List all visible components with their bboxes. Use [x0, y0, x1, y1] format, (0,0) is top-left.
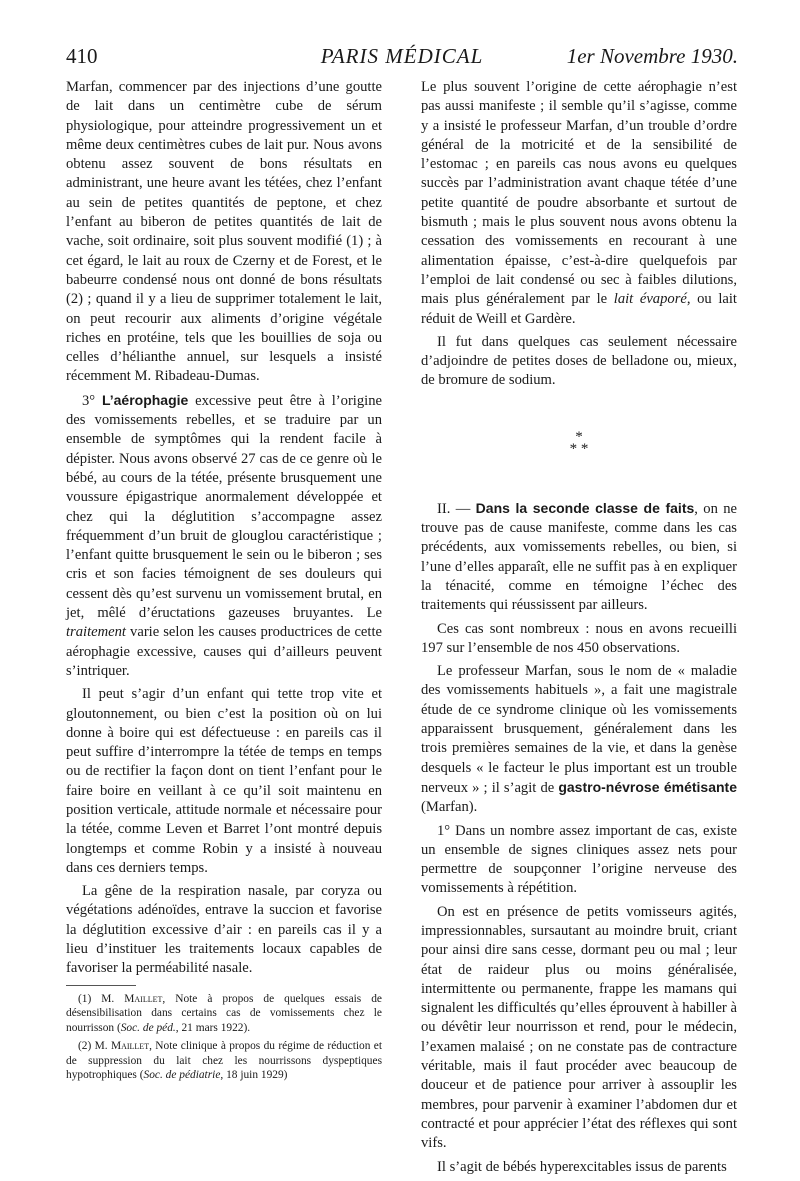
- text-run: , ou lait réduit de Weill et Gardère.: [421, 291, 737, 327]
- paragraph: 1° Dans un nombre assez important de cas, existe un ensemble de signes cliniques assez nets pour permettre de soupçonner l’origine nerveuse des vomissements à répétition.: [421, 822, 737, 897]
- footnote-text: , 21 mars 1922).: [175, 1021, 251, 1034]
- footnote-text: , Note à propos de quelques essais de désensibilisation dans certains cas de vomissements chez le nourrisson (: [66, 992, 382, 1034]
- section-heading: Dans la seconde classe de faits: [475, 499, 695, 516]
- paragraph: Marfan, commencer par des injections d’une goutte de lait dans un centimètre cube de sérum physiologique, pour atteindre progressivement un et même deux centimètres cubes de lait pur. Nous avons obtenu assez souvent de bons résultats en administrant, une heure avant les tétées, chez l’enfant au sein de petites quantités de peptone, et chez l’enfant au biberon de petites quantités de lait de vache, soit ordinaire, soit plus souvent modifié (1) ; à cet égard, le lait au roux de Czerny et de Forest, et le babeurre condensé nous ont donné de bons résultats (2) ; quand il y a lieu de supprimer totalement le lait, on peut recourir aux aliments d’origine végétale riches en protéine, tels que les bouillies de soja ou celles d’hélianthe annuel, sur lesquels a insisté récemment M. Ribadeau-Dumas.: [66, 79, 382, 385]
- issue-date: 1er Novembre 1930.: [566, 44, 738, 68]
- footnote-source: Soc. de péd.: [120, 1021, 176, 1034]
- section-heading: L’aérophagie: [101, 391, 189, 408]
- asterism-top: *: [575, 428, 583, 445]
- page-number: 410: [66, 44, 98, 68]
- text-run: Le professeur Marfan, sous le nom de « maladie des vomissements habituels », a fait une magistrale étude de ce syndrome clinique où les vomissements apparaissent brusquement, généralement dans les trois premières semaines de la vie, et dans la genèse desquels « le facteur le plus important est un trouble nerveux » ; il s’agit de: [421, 663, 737, 796]
- text-run: excessive peut être à l’origine des vomissements rebelles, et se traduire par un ensemble de symptômes qui la rendent facile à dépister. Nous avons observé 27 cas de ce genre où le bébé, au cours de la tétée, présente brusquement une voussure épigastrique anormalement développée et chez qui la déglutition s’accompagne assez fréquemment d’un bruit de glouglou caractéristique ; l’enfant quitte brusquement le sein ou le biberon ; ses cris et son facies témoignent de ses douleurs qui cessent dès qu’est survenu un vomissement brutal, en jet, mêlé d’éructations gazeuses bruyantes. Le: [66, 392, 382, 622]
- emphasis: traitement: [66, 624, 126, 641]
- paragraph: Il s’agit de bébés hyperexcitables issus de parents: [437, 1158, 727, 1175]
- paragraph: Ces cas sont nombreux : nous en avons recueilli 197 sur l’ensemble de nos 450 observations.: [421, 620, 737, 656]
- asterism-bottom: * *: [569, 440, 589, 457]
- footnote-text: , 18 juin 1929): [220, 1069, 288, 1082]
- paragraph: La gêne de la respiration nasale, par coryza ou végétations adénoïdes, entrave la succion et favorise la déglutition excessive d’air : en pareils cas il y a lieu d’instituer les traitements locaux capables de favoriser la perméabilité nasale.: [66, 883, 382, 977]
- footnote-text: , Note clinique à propos du régime de réduction et de suppression du lait chez les nourrissons dyspeptiques hypotrophiques (: [66, 1040, 382, 1082]
- text-run: (Marfan).: [421, 799, 478, 816]
- footnote-author: M. Maillet: [94, 1040, 150, 1053]
- term-bold: gastro-névrose émétisante: [558, 778, 737, 795]
- text-run: varie selon les causes productrices de cette aérophagie excessive, causes qui d’ailleurs peuvent s’intriquer.: [66, 624, 382, 679]
- footnote-1: [66, 992, 382, 1036]
- paragraph: Il fut dans quelques cas seulement nécessaire d’adjoindre de petites doses de belladone ou, mieux, de bromure de sodium.: [421, 333, 737, 389]
- paragraph: Il peut s’agir d’un enfant qui tette trop vite et gloutonnement, ou bien c’est la position où on lui donne à boire qui est défectueuse : en pareils cas il peut suffire d’interrompre la tétée de temps en temps ou de rectifier la façon dont on tient l’enfant pour le faire boire en veillant à ce qu’il soit maintenu en position verticale, attitude normale et nécessaire pour la tétée, comme Leven et Barret l’ont montré depuis longtemps et comme Robin y a insisté à nouveau dans ces derniers temps.: [66, 686, 382, 876]
- text-run: 3°: [82, 392, 102, 409]
- footnote-source: Soc. de pédiatrie: [143, 1069, 221, 1082]
- paragraph: [421, 78, 737, 329]
- journal-title: PARIS MÉDICAL: [320, 44, 484, 68]
- footnote-author: M. Maillet: [101, 992, 163, 1005]
- right-column: [421, 78, 737, 1181]
- paragraph: On est en présence de petits vomisseurs agités, impressionnables, sursautant au moindre bruit, criant pour ainsi dire sans cesse, dormant peu ou mal ; leur état de raideur plus ou moins généralisée, intermittente ou permanente, frappe les mamans qui signalent les difficultés qu’elles éprouvent à habiller à ou dévêtir leur nourrisson et rend, pour le médecin, l’examen malaisé ; on ne constate pas de contracture véritable, mais il faut procéder avec beaucoup de douceur et de patience pour arriver à assouplir les membres, pour parvenir à examiner l’abdomen dur et contracté et pour apprécier l’état des réflexes qui sont vifs.: [421, 903, 737, 1152]
- paragraph: [421, 662, 737, 817]
- paragraph-aerophagie: [66, 391, 382, 681]
- emphasis: lait évaporé: [613, 291, 687, 308]
- text-run: , on ne trouve pas de cause manifeste, comme dans les cas précédents, aux vomissements rebelles, ou bien, si l’une d’elles apparaît, elle ne suffit pas à en expliquer la ténacité, comme en témoigne l’échec des traitements qui réussissent par ailleurs.: [421, 500, 737, 614]
- page-header: [66, 44, 738, 72]
- section-number: II. —: [437, 500, 476, 517]
- footnote-2: [66, 1039, 382, 1083]
- paragraph-section-ii: [421, 499, 737, 616]
- footnotes: [66, 992, 382, 1083]
- text-run: Le plus souvent l’origine de cette aérophagie n’est pas aussi manifeste ; il semble qu’il s’agisse, comme y a insisté le professeur Marfan, d’un trouble d’ordre général de la motricité et de la sensibilité de l’estomac ; en pareils cas nous avons eu quelques succès par l’administration avant chaque tétée d’une petite quantité de poudre absorbante et surtout de bismuth ; mais le plus souvent nous avons obtenu la cessation des vomissements en recourant à une alimentation épaisse, c’est-à-dire quelquefois par l’emploi de lait condensé ou sec à faibles dilutions, mais plus généralement par le: [421, 79, 737, 308]
- footnote-marker: (1): [78, 992, 102, 1005]
- footnote-divider: [66, 985, 136, 986]
- footnote-marker: (2): [78, 1040, 95, 1053]
- left-column: [66, 78, 382, 1087]
- section-break-asterism: [421, 428, 737, 457]
